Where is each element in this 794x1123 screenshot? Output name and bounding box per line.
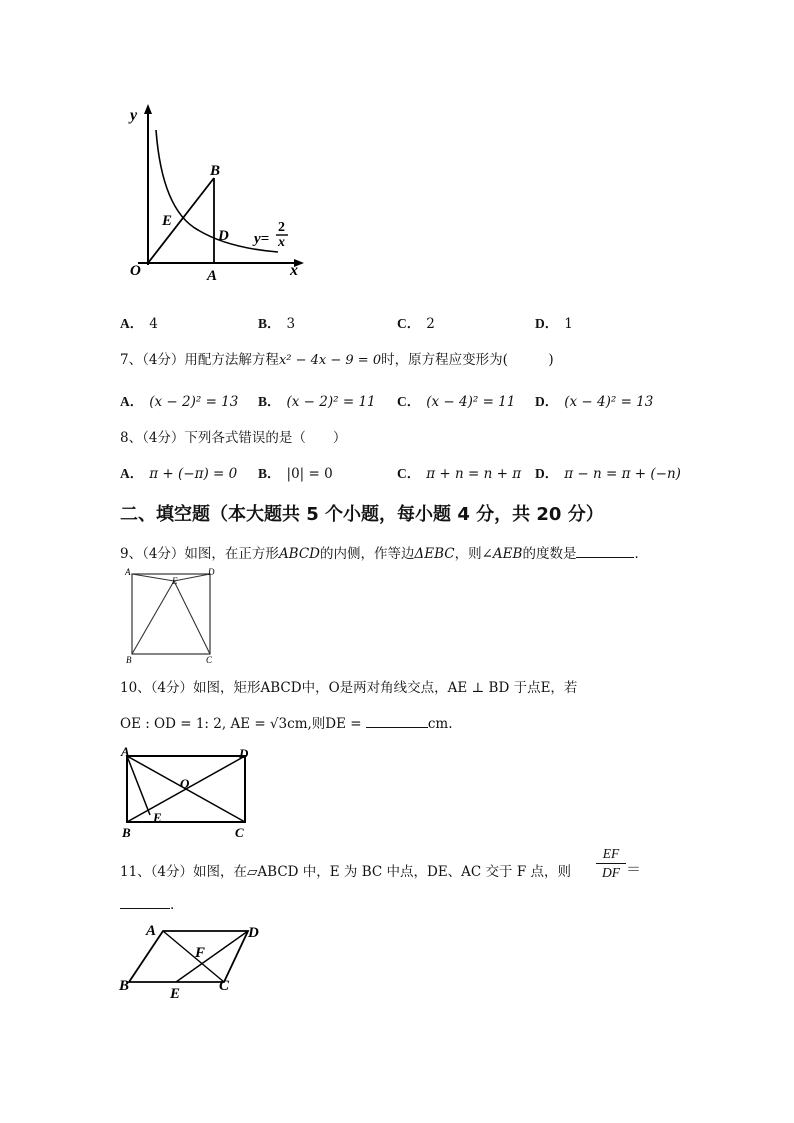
segment-EC: [174, 581, 210, 654]
q7-stem: [120, 348, 554, 368]
q11-parallelogram-figure: [116, 918, 266, 1004]
opt-value: π + n = n + π: [426, 466, 522, 482]
label-C: C: [235, 825, 244, 840]
opt-value: (x − 4)² = 11: [426, 394, 516, 410]
q9-mid: 的内侧，作等边: [320, 546, 415, 562]
label-y: y: [130, 107, 138, 124]
label-F: F: [195, 945, 206, 961]
q9-post: 的度数是: [522, 546, 577, 562]
segment-DE: [176, 931, 248, 982]
q7-option-b[interactable]: [258, 390, 376, 410]
q6-option-d[interactable]: [535, 312, 573, 332]
opt-letter: A．: [120, 394, 144, 409]
q10-line2-pre: OE : OD = 1: 2, AE = √3cm,则DE =: [120, 716, 362, 732]
label-A: A: [121, 744, 130, 759]
opt-value: |0| = 0: [286, 466, 333, 482]
q11-answer-line: [120, 896, 174, 913]
segment-OB: [148, 178, 214, 263]
label-D: D: [218, 228, 229, 244]
q7-prefix: 7、（4分）用配方法解方程: [120, 352, 279, 368]
curve-label: y=: [254, 231, 270, 247]
q11-end: .: [170, 897, 175, 913]
q7-option-c[interactable]: [397, 390, 515, 410]
opt-letter: A．: [120, 466, 144, 481]
q9-square-figure: [124, 566, 220, 668]
q10-line2-post: cm.: [427, 716, 453, 732]
label-A: A: [125, 567, 131, 577]
opt-letter: C．: [397, 316, 421, 331]
opt-letter: C．: [397, 394, 421, 409]
q8-option-a[interactable]: [120, 462, 237, 482]
label-B: B: [126, 655, 132, 665]
label-D: D: [239, 746, 249, 761]
q11-answer-blank[interactable]: [120, 896, 170, 909]
opt-value: (x − 2)² = 11: [286, 394, 376, 410]
q9-square-name: ABCD: [278, 546, 321, 562]
opt-letter: D．: [535, 394, 559, 409]
segment-EB: [132, 581, 174, 654]
label-O: O: [130, 263, 141, 279]
fraction-denominator: DF: [602, 865, 620, 880]
label-B: B: [119, 978, 130, 994]
q11-fraction: [596, 846, 626, 881]
q6-graph-figure: [118, 100, 318, 290]
label-E: E: [153, 810, 162, 825]
label-A: A: [207, 268, 218, 284]
opt-value: π + (−π) = 0: [149, 466, 238, 482]
curve-numerator: 2: [278, 220, 285, 235]
q10-stem-line2: [120, 712, 453, 732]
curve-denominator: x: [278, 235, 285, 250]
q8-option-d[interactable]: [535, 462, 681, 482]
label-C: C: [206, 655, 213, 665]
y-arrow: [144, 104, 152, 114]
q8-option-c[interactable]: [397, 462, 521, 482]
label-B: B: [122, 825, 131, 840]
q9-mid2: ，则: [454, 546, 482, 562]
q9-triangle-name: ΔEBC: [414, 546, 455, 562]
label-x: x: [290, 262, 298, 279]
opt-value: 3: [286, 316, 296, 332]
opt-letter: A．: [120, 316, 144, 331]
q8-option-b[interactable]: [258, 462, 333, 482]
label-D: D: [208, 567, 215, 577]
opt-letter: C．: [397, 466, 421, 481]
q10-rectangle-figure: [116, 744, 258, 842]
opt-letter: B．: [258, 316, 281, 331]
q8-stem: 8、（4分）下列各式错误的是（ ）: [120, 430, 347, 446]
q6-option-b[interactable]: [258, 312, 295, 332]
opt-value: π − n = π + (−n): [564, 466, 681, 482]
label-E: E: [162, 213, 173, 229]
opt-letter: B．: [258, 466, 281, 481]
q7-equation: x² − 4x − 9 = 0: [278, 353, 382, 368]
opt-value: 2: [426, 316, 435, 332]
segment-AE: [127, 756, 150, 815]
q9-stem: [120, 542, 648, 562]
segment-AE: [132, 574, 174, 581]
q11-stem: [120, 860, 571, 880]
opt-letter: D．: [535, 466, 559, 481]
q10-answer-blank[interactable]: [366, 715, 428, 728]
q11-line1: 11、（4分）如图，在▱ABCD 中，E 为 BC 中点，DE、AC 交于 F 点，则: [120, 864, 571, 880]
label-C: C: [219, 978, 230, 994]
q9-end: ．: [634, 546, 648, 562]
q9-pre: 9、（4分）如图，在正方形: [120, 546, 279, 562]
q6-option-c[interactable]: [397, 312, 435, 332]
q7-option-d[interactable]: [535, 390, 653, 410]
label-O: O: [180, 776, 190, 791]
q11-equals: ＝: [626, 860, 642, 878]
label-E: E: [170, 986, 181, 1002]
q9-angle: ∠AEB: [481, 546, 523, 562]
fraction-bar: [596, 863, 626, 864]
q10-stem-line1: 10、（4分）如图，矩形ABCD中，O是两对角线交点，AE ⊥ BD 于点E，若: [120, 680, 578, 696]
diagonal-AC: [163, 931, 224, 982]
q6-option-a[interactable]: [120, 312, 158, 332]
label-B: B: [210, 163, 221, 179]
opt-value: 4: [149, 316, 158, 332]
q9-answer-blank[interactable]: [576, 545, 634, 558]
q7-suffix: 时，原方程应变形为( ): [381, 352, 554, 368]
label-E: E: [172, 576, 178, 586]
opt-letter: B．: [258, 394, 281, 409]
q7-option-a[interactable]: [120, 390, 238, 410]
segment-DE: [174, 574, 210, 581]
fraction-numerator: EF: [602, 846, 620, 861]
opt-value: 1: [564, 316, 573, 332]
section-title: 二、填空题（本大题共 5 个小题，每小题 4 分，共 20 分）: [120, 504, 604, 525]
opt-value: (x − 2)² = 13: [149, 394, 239, 410]
opt-letter: D．: [535, 316, 559, 331]
label-D: D: [248, 925, 259, 941]
label-A: A: [146, 923, 157, 939]
opt-value: (x − 4)² = 13: [564, 394, 654, 410]
